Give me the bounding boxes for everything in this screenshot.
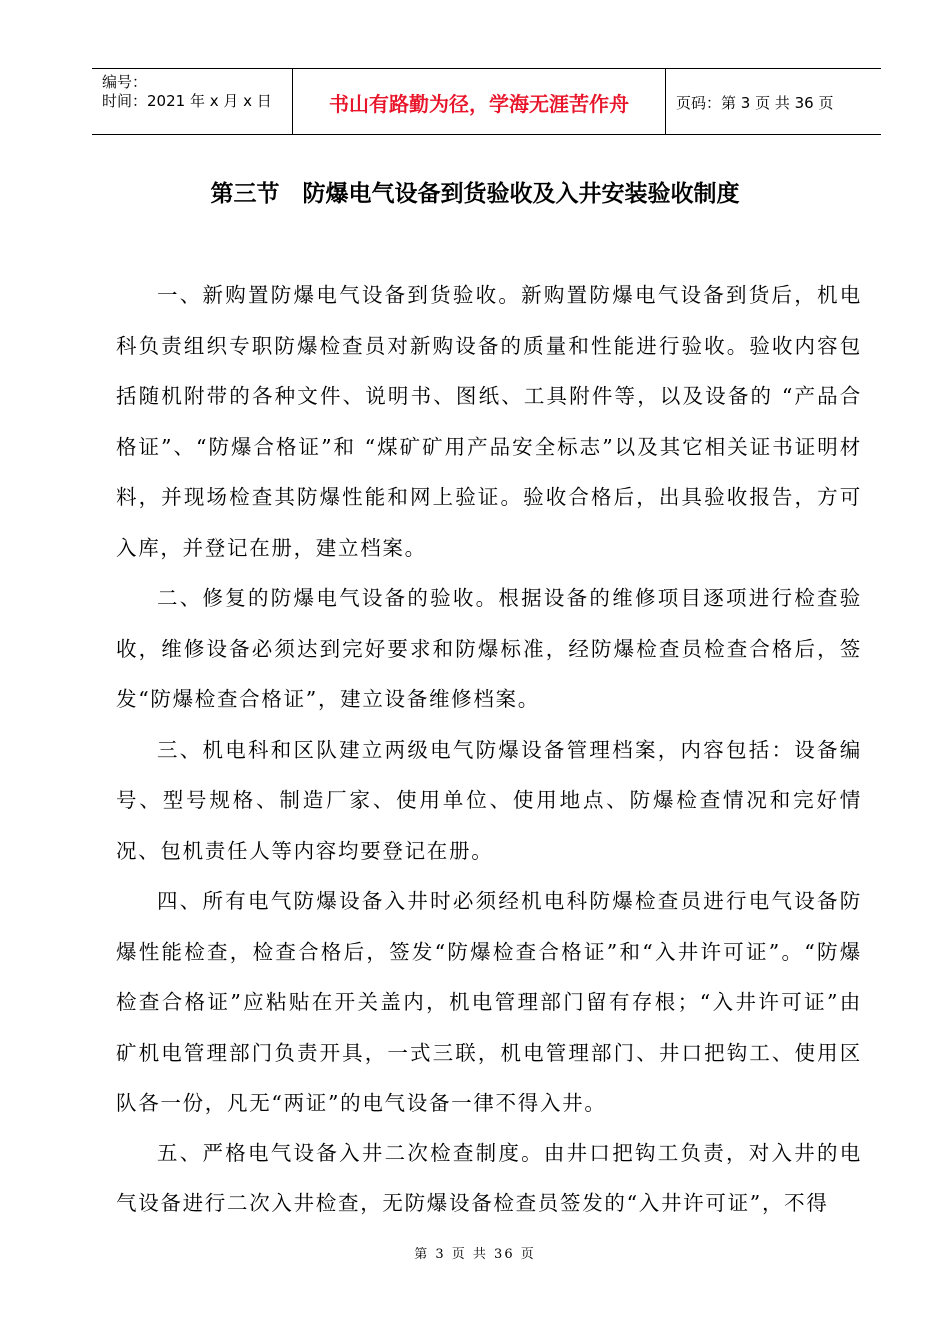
header-motto-cell — [292, 69, 666, 134]
page-header — [92, 68, 881, 135]
header-meta-cell — [92, 69, 292, 134]
paragraph-2: 二、修复的防爆电气设备的验收。根据设备的维修项目逐项进行检查验收，维修设备必须达到完好要求和防爆标准，经防爆检查员检查合格后，签发“防爆检查合格证”，建立设备维修档案。 — [116, 586, 862, 711]
header-page-info: 页码：第 3 页 共 36 页 — [676, 94, 834, 112]
page-footer: 第 3 页 共 36 页 — [414, 1247, 536, 1262]
section-title: 第三节 防爆电气设备到货验收及入井安装验收制度 — [210, 180, 740, 207]
paragraph-1: 一、新购置防爆电气设备到货验收。新购置防爆电气设备到货后，机电科负责组织专职防爆检查员对新购设备的质量和性能进行验收。验收内容包括随机附带的各种文件、说明书、图纸、工具附件等，以及设备的 “产品合格证”、“防爆合格证”和 “煤矿矿用产品安全标志”以及其它相关证书证明材料，并现场检查其防爆性能和网上验证。验收合格后，出具验收报告，方可入库，并登记在册，建立档案。 — [116, 283, 862, 560]
paragraph-3: 三、机电科和区队建立两级电气防爆设备管理档案，内容包括：设备编号、型号规格、制造厂家、使用单位、使用地点、防爆检查情况和完好情况、包机责任人等内容均要登记在册。 — [116, 737, 862, 863]
header-motto: 书山有路勤为径，学海无涯苦作舟 — [329, 92, 629, 116]
paragraph-4: 四、所有电气防爆设备入井时必须经机电科防爆检查员进行电气设备防爆性能检查，检查合格后，签发“防爆检查合格证”和“入井许可证”。“防爆检查合格证”应粘贴在开关盖内，机电管理部门留有存根；“入井许可证”由矿机电管理部门负责开具，一式三联，机电管理部门、井口把钩工、使用区队各一份，凡无“两证”的电气设备一律不得入井。 — [116, 889, 862, 1115]
document-time-label: 时间：2021 年 x 月 x 日 — [102, 92, 272, 110]
document-body — [116, 270, 862, 1229]
document-number-label: 编号： — [102, 73, 148, 91]
header-page-cell — [666, 69, 881, 134]
paragraph-5: 五、严格电气设备入井二次检查制度。由井口把钩工负责，对入井的电气设备进行二次入井检查，无防爆设备检查员签发的“入井许可证”，不得 — [116, 1140, 862, 1215]
